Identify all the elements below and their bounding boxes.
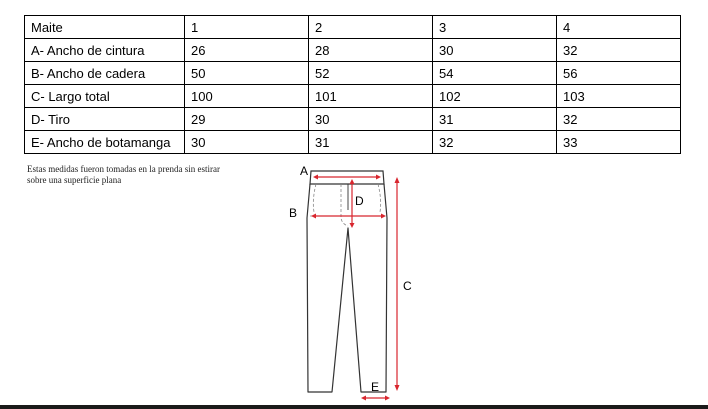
measure-b-hip (311, 214, 386, 219)
note-line-1: Estas medidas fueron tomadas en la prenda sin estirar (27, 164, 220, 174)
table-row (25, 85, 681, 108)
table-cell: 50 (185, 62, 309, 85)
table-cell: 103 (557, 85, 681, 108)
left-pocket-line (313, 184, 316, 212)
header-cell-size-4: 4 (557, 16, 681, 39)
measure-a-waist (313, 175, 381, 180)
table-cell: 30 (433, 39, 557, 62)
table-cell: 26 (185, 39, 309, 62)
header-cell-size-1: 1 (185, 16, 309, 39)
table-row (25, 131, 681, 154)
table-cell: 101 (309, 85, 433, 108)
table-cell: 29 (185, 108, 309, 131)
table-cell: 28 (309, 39, 433, 62)
table-cell: 32 (557, 108, 681, 131)
table-header-row (25, 16, 681, 39)
fly-stitching (341, 184, 348, 226)
note-line-2: sobre una superficie plana (27, 175, 122, 185)
table-row (25, 39, 681, 62)
table-cell: 32 (433, 131, 557, 154)
table-cell: 30 (309, 108, 433, 131)
table-cell: 31 (433, 108, 557, 131)
row-label: C- Largo total (25, 85, 185, 108)
label-c: C (403, 279, 412, 293)
measure-e-hem (361, 396, 390, 401)
label-a: A (300, 164, 309, 178)
row-label: B- Ancho de cadera (25, 62, 185, 85)
table-cell: 30 (185, 131, 309, 154)
table-cell: 100 (185, 85, 309, 108)
row-label: E- Ancho de botamanga (25, 131, 185, 154)
measure-c-length (395, 177, 400, 391)
table-row (25, 108, 681, 131)
row-label: D- Tiro (25, 108, 185, 131)
measure-d-rise (350, 179, 355, 228)
header-cell-size-2: 2 (309, 16, 433, 39)
header-cell-size-3: 3 (433, 16, 557, 39)
pants-outline (307, 184, 387, 392)
table-cell: 54 (433, 62, 557, 85)
table-cell: 32 (557, 39, 681, 62)
label-e: E (371, 380, 380, 394)
header-cell-model: Maite (25, 16, 185, 39)
bottom-border (0, 405, 708, 409)
size-table (24, 15, 681, 154)
pants-diagram (270, 160, 430, 405)
table-row (25, 62, 681, 85)
row-label: A- Ancho de cintura (25, 39, 185, 62)
table-cell: 56 (557, 62, 681, 85)
right-pocket-line (378, 184, 381, 212)
table-cell: 102 (433, 85, 557, 108)
table-cell: 31 (309, 131, 433, 154)
label-b: B (289, 206, 298, 220)
table-cell: 33 (557, 131, 681, 154)
label-d: D (355, 194, 364, 208)
table-cell: 52 (309, 62, 433, 85)
